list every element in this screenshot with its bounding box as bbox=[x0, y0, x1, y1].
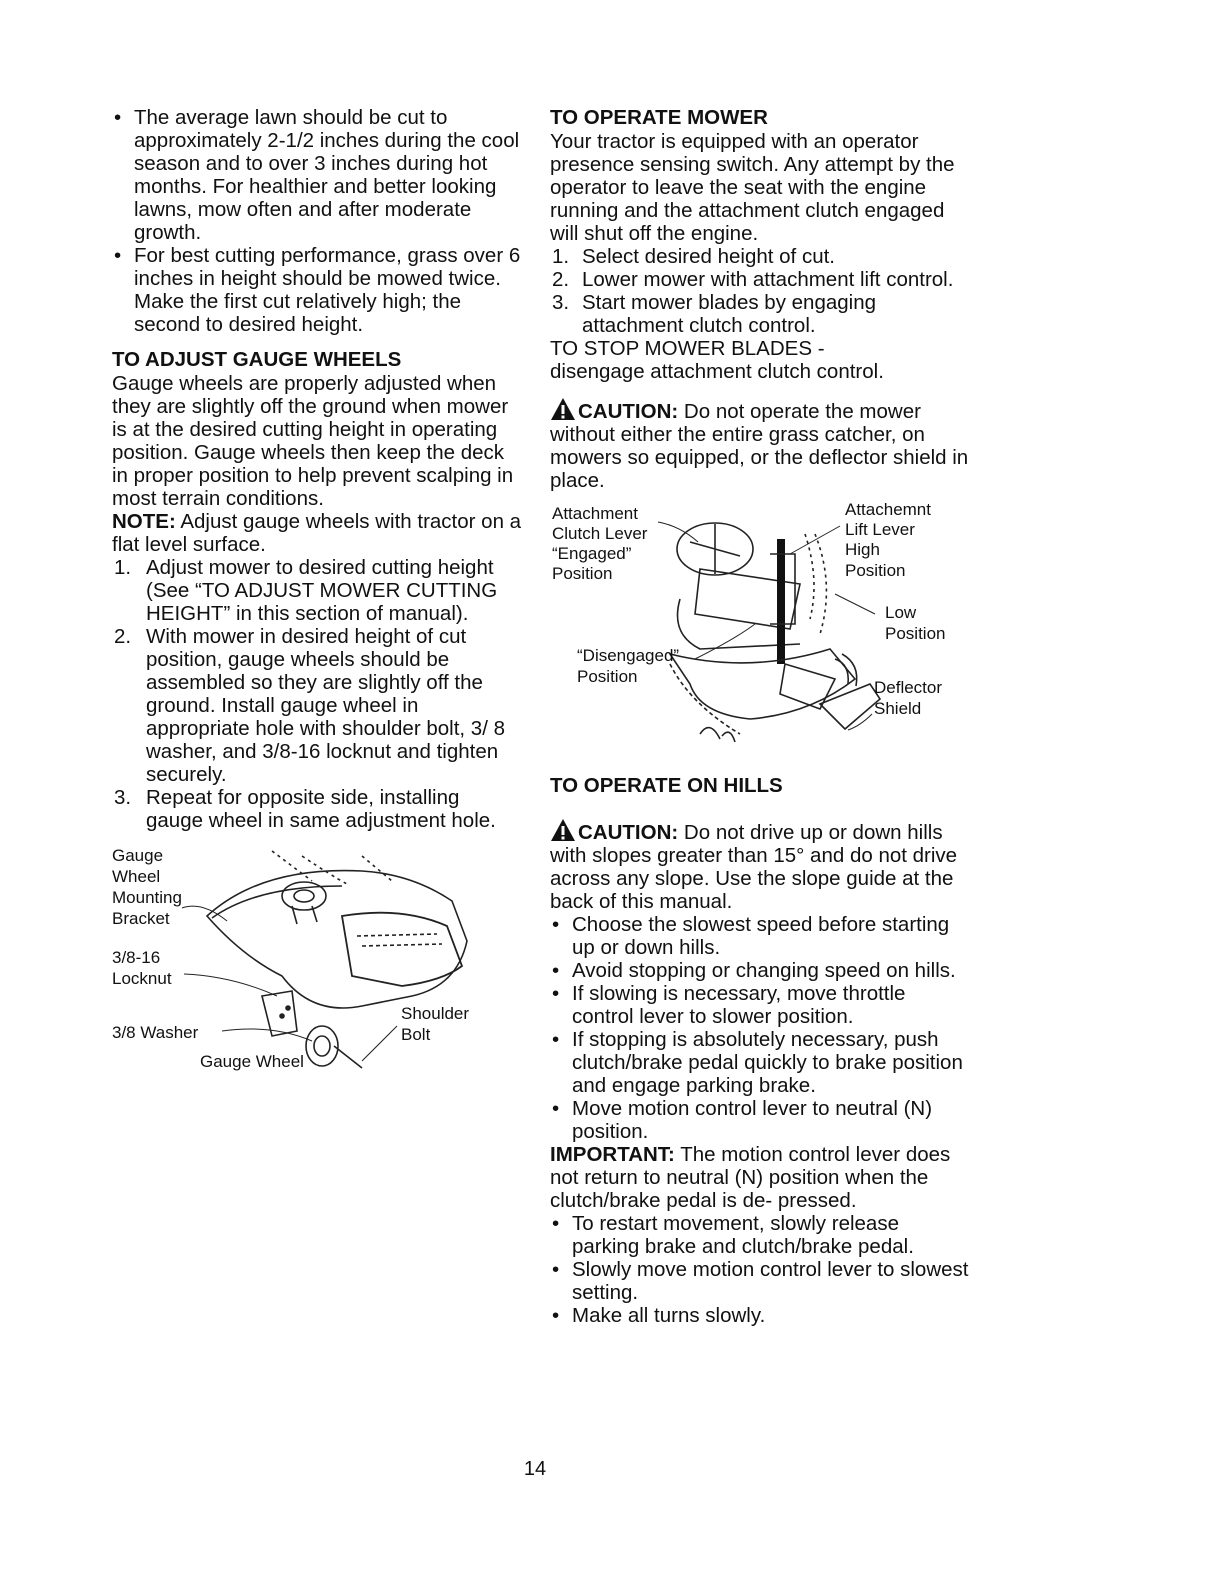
note-label: NOTE: bbox=[112, 510, 176, 533]
operate-steps-list bbox=[550, 245, 970, 337]
figure-label: Wheel bbox=[112, 867, 161, 886]
step-number: 1. bbox=[114, 556, 132, 579]
step-text: With mower in desired height of cut position, gauge wheels should be assembled so they are slightly off the ground. Install gauge wheel in appropriate hole with shoulder bolt, 3/ 8 washer, and 3/8-16 locknut and tighten securely. bbox=[146, 625, 505, 786]
figure-label: Bracket bbox=[112, 909, 170, 928]
important-label: IMPORTANT: bbox=[550, 1143, 675, 1166]
step-text: Adjust mower to desired cutting height (See “TO ADJUST MOWER CUTTING HEIGHT” in this section of manual). bbox=[146, 556, 498, 625]
caution-label: CAUTION: bbox=[578, 400, 679, 423]
figure-label: Clutch Lever bbox=[552, 524, 648, 543]
figure-label: Attachment bbox=[552, 504, 638, 523]
final-bullet-list bbox=[550, 1212, 970, 1327]
figure-label: Deflector bbox=[874, 678, 943, 697]
gauge-wheels-heading: TO ADJUST GAUGE WHEELS bbox=[112, 348, 402, 371]
gauge-wheels-paragraph: Gauge wheels are properly adjusted when they are slightly off the ground when mower is at the desired cutting height in operating position. Gauge wheels then keep the deck in proper position to help prevent scalping in most terrain conditions. bbox=[112, 372, 514, 510]
left-column bbox=[112, 106, 522, 1076]
warning-triangle-icon bbox=[550, 818, 576, 842]
figure-label: Position bbox=[845, 561, 906, 580]
figure-label: Position bbox=[552, 564, 613, 583]
caution-paragraph bbox=[550, 397, 970, 492]
list-item bbox=[112, 786, 522, 832]
stop-blades-text: disengage attachment clutch control. bbox=[550, 360, 884, 383]
step-number: 2. bbox=[114, 625, 132, 648]
figure-label: Gauge Wheel bbox=[200, 1052, 304, 1071]
operate-mower-heading: TO OPERATE MOWER bbox=[550, 106, 768, 129]
figure-label: 3/8-16 bbox=[112, 948, 161, 967]
figure-label: Shoulder bbox=[401, 1004, 470, 1023]
operate-mower-paragraph: Your tractor is equipped with an operator presence sensing switch. Any attempt by the operator to leave the seat with the engine running and the attachment clutch engaged will shut off the engine. bbox=[550, 130, 955, 245]
figure-label: Mounting bbox=[112, 888, 182, 907]
list-item: • To restart movement, slowly release parking brake and clutch/brake pedal. bbox=[550, 1212, 970, 1258]
caution-text: Do not operate the mower without either the entire grass catcher, on mowers so equipped, or the deflector shield in place. bbox=[550, 400, 969, 492]
caution-label: CAUTION: bbox=[578, 821, 679, 844]
operate-hills-heading: TO OPERATE ON HILLS bbox=[550, 774, 783, 797]
step-number: 3. bbox=[552, 291, 570, 314]
figure-label: Low bbox=[885, 603, 917, 622]
list-item bbox=[112, 625, 522, 786]
figure-label: “Engaged” bbox=[552, 544, 632, 563]
figure-label: Bolt bbox=[401, 1025, 431, 1044]
list-item: • Avoid stopping or changing speed on hills. bbox=[550, 959, 970, 982]
list-item: • If slowing is necessary, move throttle control lever to slower position. bbox=[550, 982, 970, 1028]
list-item bbox=[112, 556, 522, 625]
stop-blades-line: TO STOP MOWER BLADES - bbox=[550, 337, 825, 360]
step-text: Repeat for opposite side, installing gauge wheel in same adjustment hole. bbox=[146, 786, 496, 832]
tractor-controls-figure bbox=[550, 500, 960, 754]
list-item: • The average lawn should be cut to approximately 2-1/2 inches during the cool season and to over 3 inches during hot months. For healthier and better looking lawns, mow often and after moderate growth. bbox=[112, 106, 522, 244]
step-text: Start mower blades by engaging attachment clutch control. bbox=[582, 291, 877, 337]
figure-label: Attachemnt bbox=[845, 500, 931, 519]
figure-label: High bbox=[845, 540, 880, 559]
important-text: The motion control lever does not return to neutral (N) position when the clutch/brake pedal is de- pressed. bbox=[550, 1143, 951, 1212]
step-number: 2. bbox=[552, 268, 570, 291]
figure-label: Locknut bbox=[112, 969, 172, 988]
list-item: • For best cutting performance, grass over 6 inches in height should be mowed twice. Make the first cut relatively high; the second to desired height. bbox=[112, 244, 522, 336]
caution-paragraph bbox=[550, 818, 970, 913]
intro-bullet-list bbox=[112, 106, 522, 336]
figure-label: Gauge bbox=[112, 846, 164, 865]
list-item: • Move motion control lever to neutral (N) position. bbox=[550, 1097, 970, 1143]
step-number: 1. bbox=[552, 245, 570, 268]
list-item bbox=[550, 268, 970, 291]
gauge-wheel-figure bbox=[112, 846, 512, 1076]
list-item: • Choose the slowest speed before starting up or down hills. bbox=[550, 913, 970, 959]
page-number: 14 bbox=[523, 1458, 547, 1480]
figure-label: Position bbox=[885, 624, 946, 643]
figure-label: 3/8 Washer bbox=[112, 1023, 199, 1042]
list-item: • Make all turns slowly. bbox=[550, 1304, 970, 1327]
figure-label: Shield bbox=[874, 699, 922, 718]
list-item bbox=[550, 245, 970, 268]
gauge-steps-list bbox=[112, 556, 522, 832]
list-item: • If stopping is absolutely necessary, push clutch/brake pedal quickly to brake position and engage parking brake. bbox=[550, 1028, 970, 1097]
figure-label: Lift Lever bbox=[845, 520, 915, 539]
step-text: Select desired height of cut. bbox=[582, 245, 835, 268]
important-paragraph bbox=[550, 1143, 970, 1212]
step-number: 3. bbox=[114, 786, 132, 809]
step-text: Lower mower with attachment lift control. bbox=[582, 268, 954, 291]
caution-text: Do not drive up or down hills with slopes greater than 15° and do not drive across any slope. Use the slope guide at the back of this manual. bbox=[550, 821, 958, 913]
right-column bbox=[550, 106, 970, 1327]
figure-label: “Disengaged” bbox=[577, 646, 680, 665]
list-item bbox=[550, 291, 970, 337]
figure-label: Position bbox=[577, 667, 638, 686]
warning-triangle-icon bbox=[550, 397, 576, 421]
hills-bullet-list bbox=[550, 913, 970, 1143]
note-text: Adjust gauge wheels with tractor on a flat level surface. bbox=[112, 510, 522, 556]
list-item: • Slowly move motion control lever to slowest setting. bbox=[550, 1258, 970, 1304]
note-paragraph bbox=[112, 510, 522, 556]
